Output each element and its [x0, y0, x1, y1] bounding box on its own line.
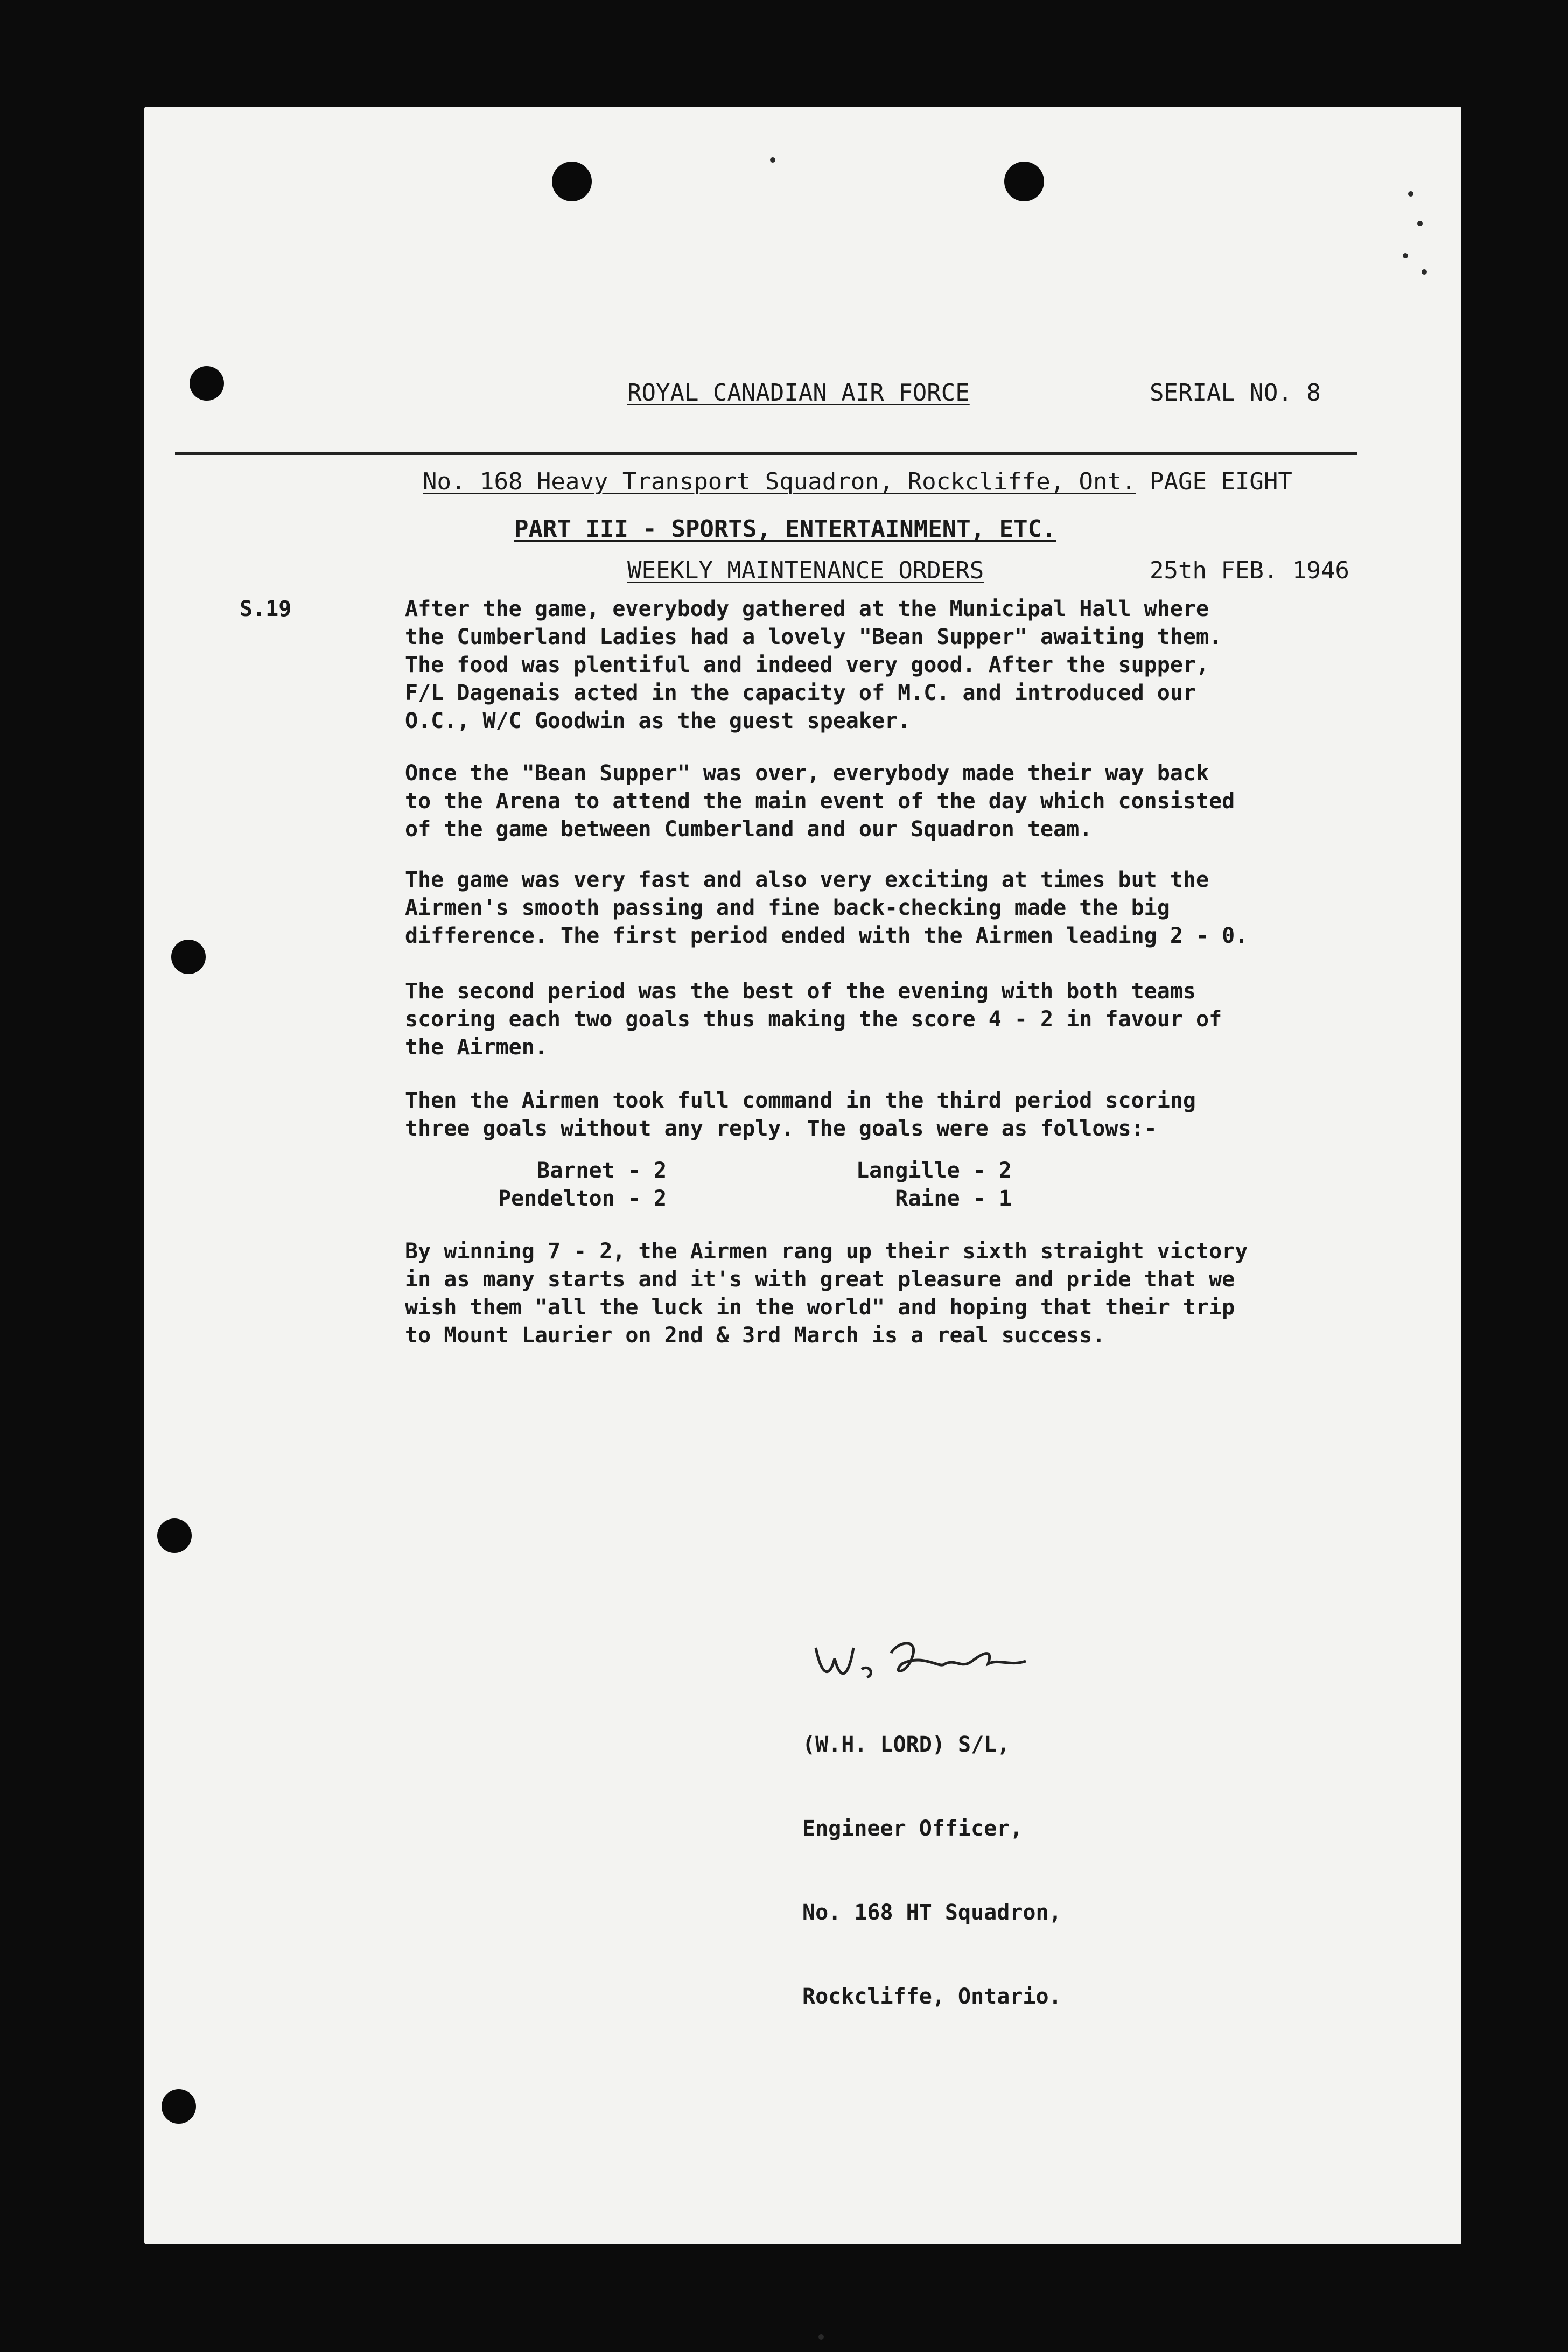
header-right: [1150, 319, 1349, 615]
paragraph-1: After the game, everybody gathered at the Municipal Hall where the Cumberland Ladies had a lovely "Bean Supper" awaiting them. The food was plentiful and indeed very good. After the supper, F/L Dagenais acted in the capacity of M.C. and introduced our O.C., W/C Goodwin as the guest speaker.: [405, 597, 1222, 733]
paragraph-5: Then the Airmen took full command in the third period scoring three goals without any reply. The goals were as follows:-: [405, 1088, 1196, 1141]
speck: [1422, 269, 1427, 275]
punch-hole-left-3: [157, 1518, 192, 1553]
header-center: [423, 319, 1136, 615]
paragraph-6: By winning 7 - 2, the Airmen rang up their sixth straight victory in as many starts and it's with great pleasure and pride that we wish them "all the luck in the world" and hoping that their trip to Mount Laurier on 2nd & 3rd March is a real success.: [405, 1239, 1248, 1348]
goals-right: Langille - 2 Raine - 1: [856, 1158, 1012, 1211]
header-page: PAGE EIGHT: [1150, 468, 1292, 495]
signature-name: (W.H. LORD) S/L,: [802, 1732, 1010, 1757]
signature-title: Engineer Officer,: [802, 1816, 1023, 1841]
header-divider: [175, 452, 1357, 455]
speck: [1417, 221, 1423, 226]
header-serial: SERIAL NO. 8: [1150, 379, 1321, 407]
paragraph-4: The second period was the best of the evening with both teams scoring each two goals thus making the score 4 - 2 in favour of the Airmen.: [405, 979, 1222, 1060]
header-unit: No. 168 Heavy Transport Squadron, Rockcliffe, Ont.: [423, 468, 1136, 495]
punch-hole-left-2: [171, 940, 206, 974]
speck: [1403, 253, 1408, 258]
speck: [770, 157, 775, 163]
punch-hole-top-right: [1004, 162, 1044, 201]
speck: [818, 2334, 824, 2340]
signature-block: [802, 1675, 1062, 2039]
speck: [1408, 191, 1413, 197]
header-org: ROYAL CANADIAN AIR FORCE: [627, 379, 970, 407]
punch-hole-left-4: [162, 2089, 196, 2124]
header-date: 25th FEB. 1946: [1150, 557, 1349, 584]
punch-hole-top-left: [552, 162, 592, 201]
signature-unit: No. 168 HT Squadron,: [802, 1900, 1062, 1925]
punch-hole-left-1: [190, 366, 224, 401]
signature-location: Rockcliffe, Ontario.: [802, 1984, 1062, 2009]
goals-left: Barnet - 2 Pendelton - 2: [498, 1158, 667, 1211]
item-number: S.19: [240, 597, 292, 621]
paragraph-2: Once the "Bean Supper" was over, everybody made their way back to the Arena to attend the main event of the day which consisted of the game between Cumberland and our Squadron team.: [405, 761, 1235, 842]
header-orders: WEEKLY MAINTENANCE ORDERS: [627, 557, 984, 584]
section-title: PART III - SPORTS, ENTERTAINMENT, ETC.: [514, 515, 1056, 543]
paragraph-3: The game was very fast and also very exciting at times but the Airmen's smooth passing and fine back-checking made the big difference. The first period ended with the Airmen leading 2 - 0.: [405, 867, 1248, 948]
